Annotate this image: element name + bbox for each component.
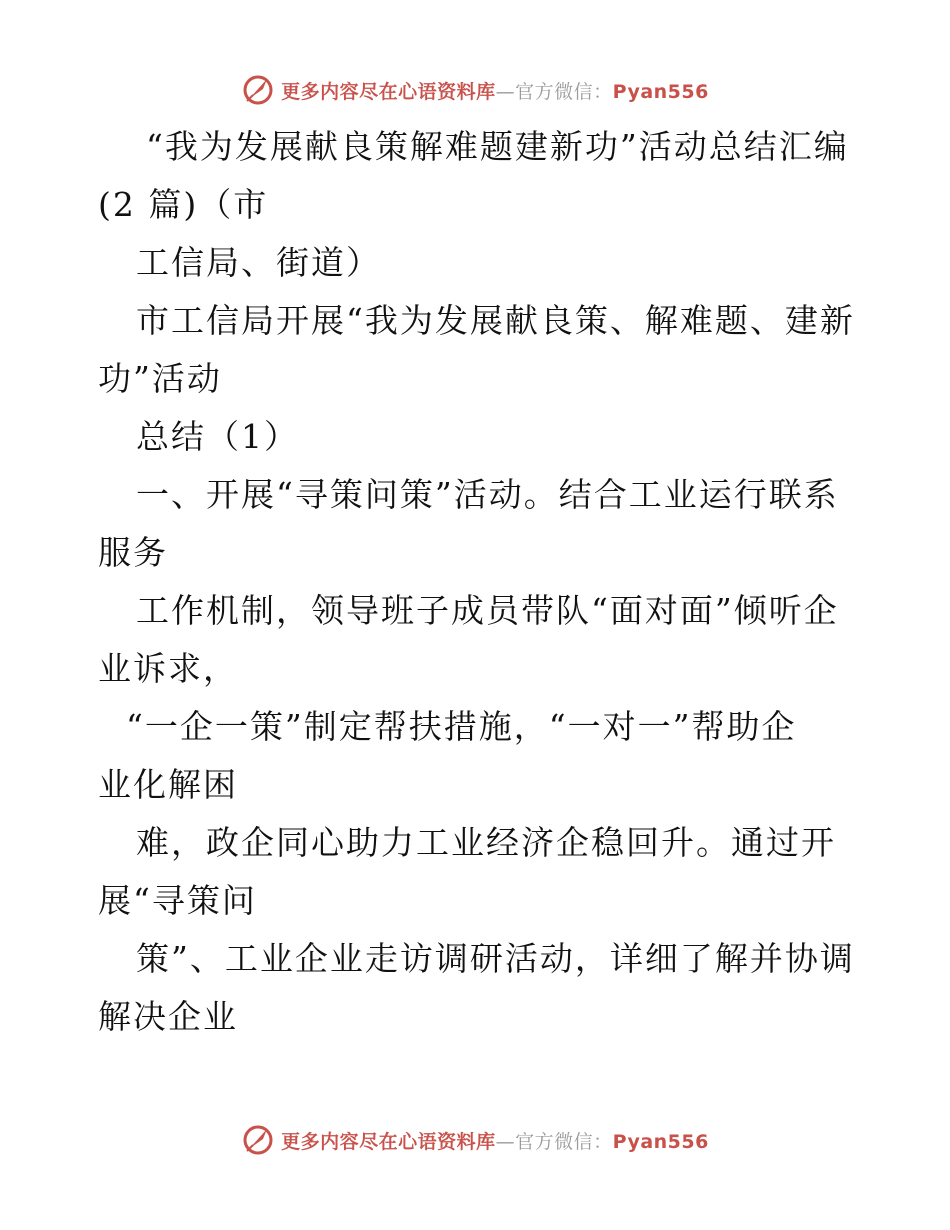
document-title-line-2: (2 篇)（市 — [98, 185, 269, 224]
paragraph-line: 一、开展“寻策问策”活动。结合工业运行联系 — [136, 475, 839, 514]
banner-wechat-id: Pyan556 — [612, 80, 709, 103]
paragraph-line: 难，政企同心助力工业经济企稳回升。通过开 — [136, 823, 836, 862]
paragraph-line: 策”、工业企业走访调研活动，详细了解并协调 — [136, 939, 855, 978]
paragraph-line: 功”活动 — [98, 359, 222, 398]
paragraph-line: 展“寻策问 — [98, 881, 257, 920]
paragraph-line: “一企一策”制定帮扶措施，“一对一”帮助企 — [126, 707, 797, 746]
banner-separator: — — [495, 1130, 516, 1153]
paragraph-line: 业化解困 — [98, 765, 238, 804]
paragraph-line: 工作机制，领导班子成员带队“面对面”倾听企 — [136, 591, 839, 630]
document-title-line-3: 工信局、街道） — [136, 243, 381, 282]
footer-banner — [0, 1120, 950, 1160]
banner-official: 官方微信： — [515, 1130, 613, 1153]
document-body — [98, 118, 858, 1046]
banner-wechat-id: Pyan556 — [612, 1130, 709, 1153]
paragraph-line: 业诉求， — [98, 649, 238, 688]
paragraph-line: 总结（1） — [136, 417, 299, 456]
header-banner — [0, 70, 950, 110]
quill-pen-circle-logo-icon — [241, 1123, 275, 1157]
paragraph-line: 服务 — [98, 533, 168, 572]
banner-separator: — — [495, 80, 516, 103]
paragraph-line: 解决企业 — [98, 997, 238, 1036]
banner-text — [281, 1127, 709, 1154]
paragraph-line: 市工信局开展“我为发展献良策、解难题、建新 — [136, 301, 855, 340]
banner-brand: 更多内容尽在心语资料库 — [281, 80, 496, 103]
banner-brand: 更多内容尽在心语资料库 — [281, 1130, 496, 1153]
document-title-line-1: “我为发展献良策解难题建新功”活动总结汇编 — [146, 127, 849, 166]
banner-official: 官方微信： — [515, 80, 613, 103]
banner-text — [281, 77, 709, 104]
quill-pen-circle-logo-icon — [241, 73, 275, 107]
